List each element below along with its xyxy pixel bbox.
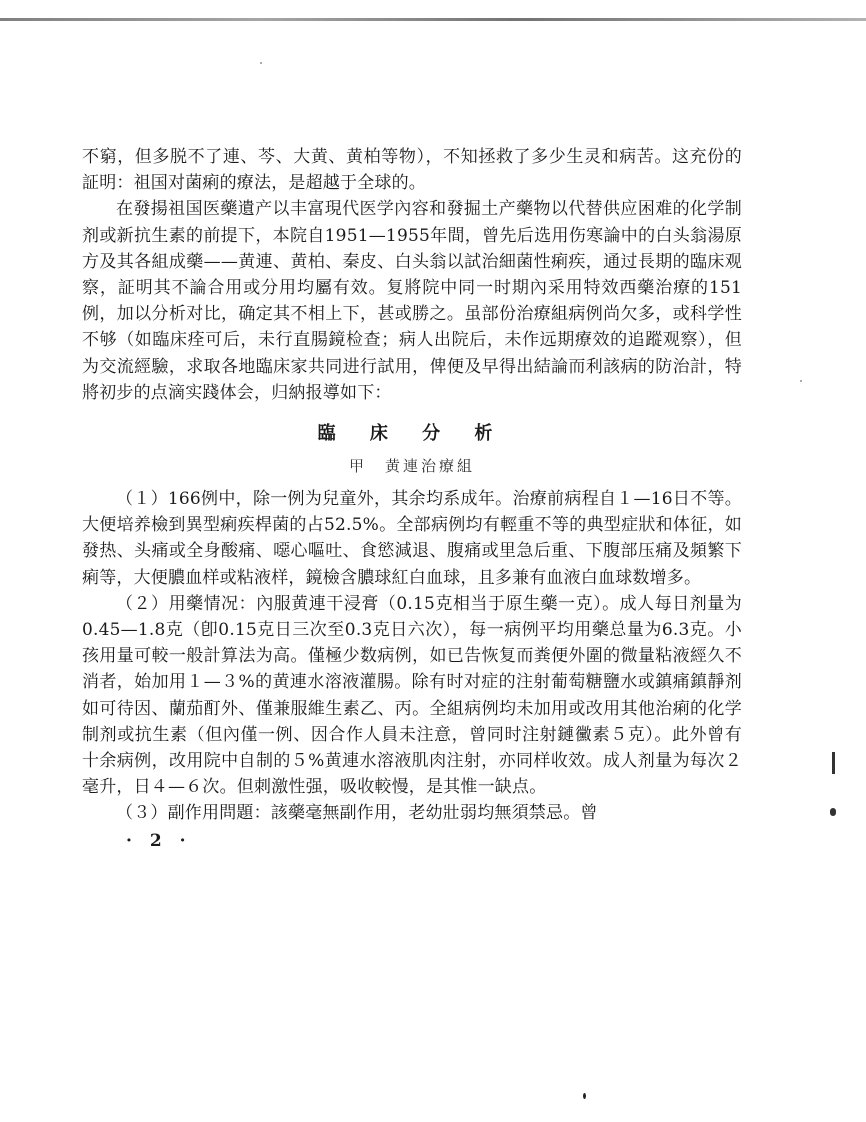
intro-paragraph-2: 在發揚祖国医藥遺产以丰富現代医学內容和發掘土产藥物以代替供应困难的化学制剂或新抗生素的前提下，本院自1951—1955年間，曾先后选用伤寒論中的白头翁湯原方及其各組成藥——黄連、黄柏、秦皮、白头翁以試治細菌性痢疾，通过長期的臨床观察，証明其不論合用或分用均屬有效。复將院中同一时期內采用特效西藥治療的151例，加以分析对比，确定其不相上下，甚或勝之。虽部份治療組病例尚欠多，或科学性不够（如臨床痊可后，未行直腸鏡检查；病人出院后，未作远期療效的追蹤观察），但为交流經驗，求取各地臨床家共同进行試用，俾便及早得出結論而利該病的防治計，特將初步的点滴实踐体会，归納报導如下： bbox=[82, 199, 742, 403]
scan-speck bbox=[260, 62, 262, 64]
scan-speck bbox=[583, 1093, 586, 1099]
document-page bbox=[82, 144, 742, 851]
scan-edge-mark bbox=[830, 808, 836, 816]
body-paragraph-2: （２）用藥情况：內服黄連干浸膏（0.15克相当于原生藥一克）。成人每日剂量为0.45—1.8克（卽0.15克日三次至0.3克日六次），每一病例平均用藥总量为6.3克。小孩用量可較一般計算法为高。僅極少数病例，如已告恢复而粪便外圍的微量粘液經久不消者，始加用１—３%的黄連水溶液灌腸。除有时对症的注射葡萄糖鹽水或鎮痛鎮靜剂如可待因、蘭茄酊外、僅兼服維生素乙、丙。全組病例均未加用或改用其他治痢的化学制剂或抗生素（但內僅一例、因合作人員未注意，曾同时注射鏈黴素５克）。此外曾有十余病例，改用院中自制的５%黄連水溶液肌肉注射，亦同样收效。成人剂量为每次２毫升，日４—６次。但刺激性强，吸收較慢，是其惟一缺点。 bbox=[82, 593, 742, 798]
body-paragraph-1: （１）166例中，除一例为兒童外，其余均系成年。治療前病程自１—16日不等。大便培养檢到異型痢疾桿菌的占52.5%。全部病例均有輕重不等的典型症狀和体征，如發热、头痛或全身酸痛、噁心嘔吐、食慾減退、腹痛或里急后重、下腹部压痛及頻繁下痢等，大便膿血样或粘液样，鏡檢含膿球紅白血球，且多兼有血液白血球数增多。 bbox=[82, 489, 742, 588]
page-top-rule bbox=[0, 18, 866, 21]
page-number: · 2 · bbox=[126, 830, 192, 851]
intro-paragraph-1: 不窮，但多脱不了連、芩、大黄、黄柏等物），不知拯救了多少生灵和病苦。这充份的証明：祖国对菌痢的療法，是超越于全球的。 bbox=[82, 147, 742, 194]
scan-edge-mark bbox=[832, 752, 835, 774]
body-paragraph-3: （３）副作用問題：該藥毫無副作用，老幼壯弱均無須禁忌。曾 bbox=[116, 803, 598, 824]
subsection-title: 甲 黄連治療組 bbox=[348, 457, 475, 476]
scan-speck bbox=[800, 380, 802, 382]
section-title: 臨 床 分 析 bbox=[317, 423, 507, 445]
